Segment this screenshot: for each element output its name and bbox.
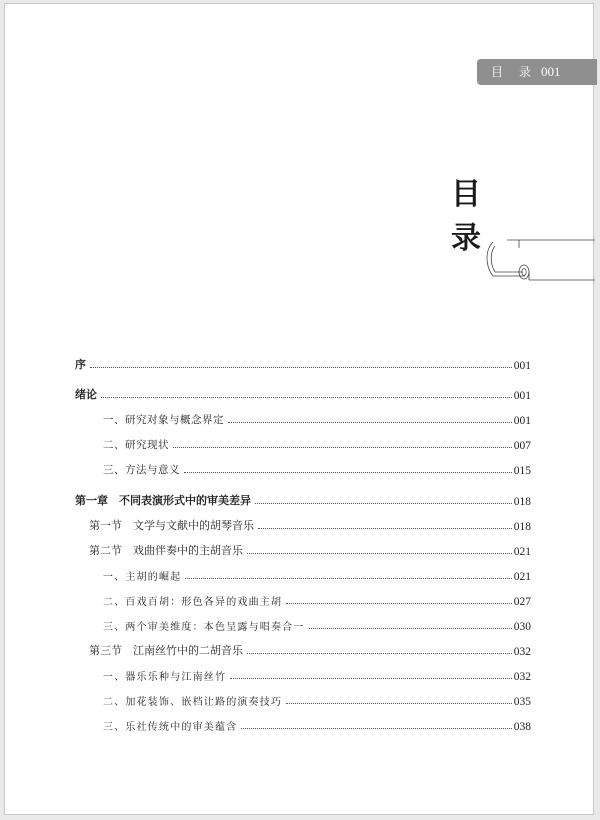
- toc-entry-label: 二、百戏百胡：形色各异的戏曲主胡: [103, 597, 283, 608]
- toc-entry: [75, 459, 531, 477]
- dot-leader: [286, 602, 512, 604]
- dot-leader: [173, 446, 512, 448]
- toc-entry: [75, 715, 531, 733]
- toc-entry-label: 一、主胡的崛起: [103, 572, 182, 583]
- toc-title-block: [433, 177, 595, 286]
- toc-entry: [75, 515, 531, 533]
- toc-entry-page: 027: [513, 596, 531, 608]
- toc-entry-page: 032: [513, 646, 531, 658]
- dot-leader: [258, 527, 512, 529]
- toc-entry-label: 第一节 文学与文献中的胡琴音乐: [89, 519, 254, 532]
- dot-leader: [309, 627, 512, 629]
- dot-leader: [286, 702, 512, 704]
- toc-entry-label: 二、研究现状: [103, 439, 169, 451]
- toc-entry-page: 021: [513, 546, 531, 558]
- toc-entry: [75, 490, 531, 508]
- toc-entry: [75, 540, 531, 558]
- dot-leader: [228, 421, 512, 423]
- header-label: 目 录: [491, 65, 537, 79]
- toc-entry-page: 035: [513, 696, 531, 708]
- toc-entry-label: 序: [75, 358, 86, 371]
- toc-entry: [75, 690, 531, 708]
- toc-entry: [75, 434, 531, 452]
- toc-entry-label: 一、研究对象与概念界定: [103, 414, 224, 426]
- header-page-number: 001: [541, 64, 561, 79]
- toc-entry-page: 015: [513, 465, 531, 477]
- toc-entry-label: 第一章 不同表演形式中的审美差异: [75, 494, 251, 507]
- toc-entry-page: 007: [513, 440, 531, 452]
- title-char-mu: 目: [451, 177, 481, 212]
- dot-leader: [101, 396, 512, 398]
- toc-entry-label: 绪论: [75, 388, 97, 401]
- toc-entry-label: 第二节 戏曲伴奏中的主胡音乐: [89, 544, 243, 557]
- toc-entry-label: 三、方法与意义: [103, 464, 180, 476]
- toc-entry-label: 第三节 江南丝竹中的二胡音乐: [89, 644, 243, 657]
- toc-entry: [75, 384, 531, 402]
- toc-entry-page: 001: [513, 360, 531, 372]
- running-header: [477, 59, 597, 85]
- toc-entry-page: 018: [513, 521, 531, 533]
- dot-leader: [247, 552, 512, 554]
- book-page: [4, 3, 594, 815]
- toc-entry-page: 038: [513, 721, 531, 733]
- toc-entry-page: 021: [513, 571, 531, 583]
- toc-entry-label: 三、两个审美维度：本色呈露与唱奏合一: [103, 622, 305, 633]
- toc-entry: [75, 409, 531, 427]
- dot-leader: [241, 727, 511, 729]
- toc-entry-page: 030: [513, 621, 531, 633]
- toc-entry-page: 001: [513, 390, 531, 402]
- toc-entry: [75, 640, 531, 658]
- toc-entry-page: 032: [513, 671, 531, 683]
- dot-leader: [255, 502, 512, 504]
- title-char-lu: 录: [451, 221, 481, 256]
- toc-entry: [75, 354, 531, 372]
- dot-leader: [90, 366, 512, 368]
- toc-entry: [75, 565, 531, 583]
- dot-leader: [185, 577, 511, 579]
- toc-entry-label: 三、乐社传统中的审美蕴含: [103, 722, 238, 733]
- toc-entry-label: 二、加花装饰、嵌档让路的演奏技巧: [103, 697, 283, 708]
- toc-entry: [75, 665, 531, 683]
- toc-entry: [75, 615, 531, 633]
- dot-leader: [247, 652, 512, 654]
- dot-leader: [230, 677, 512, 679]
- toc-entry-label: 一、器乐乐种与江南丝竹: [103, 672, 227, 683]
- toc-entry: [75, 590, 531, 608]
- toc-entry-page: 018: [513, 496, 531, 508]
- toc-entry-page: 001: [513, 415, 531, 427]
- dot-leader: [184, 471, 512, 473]
